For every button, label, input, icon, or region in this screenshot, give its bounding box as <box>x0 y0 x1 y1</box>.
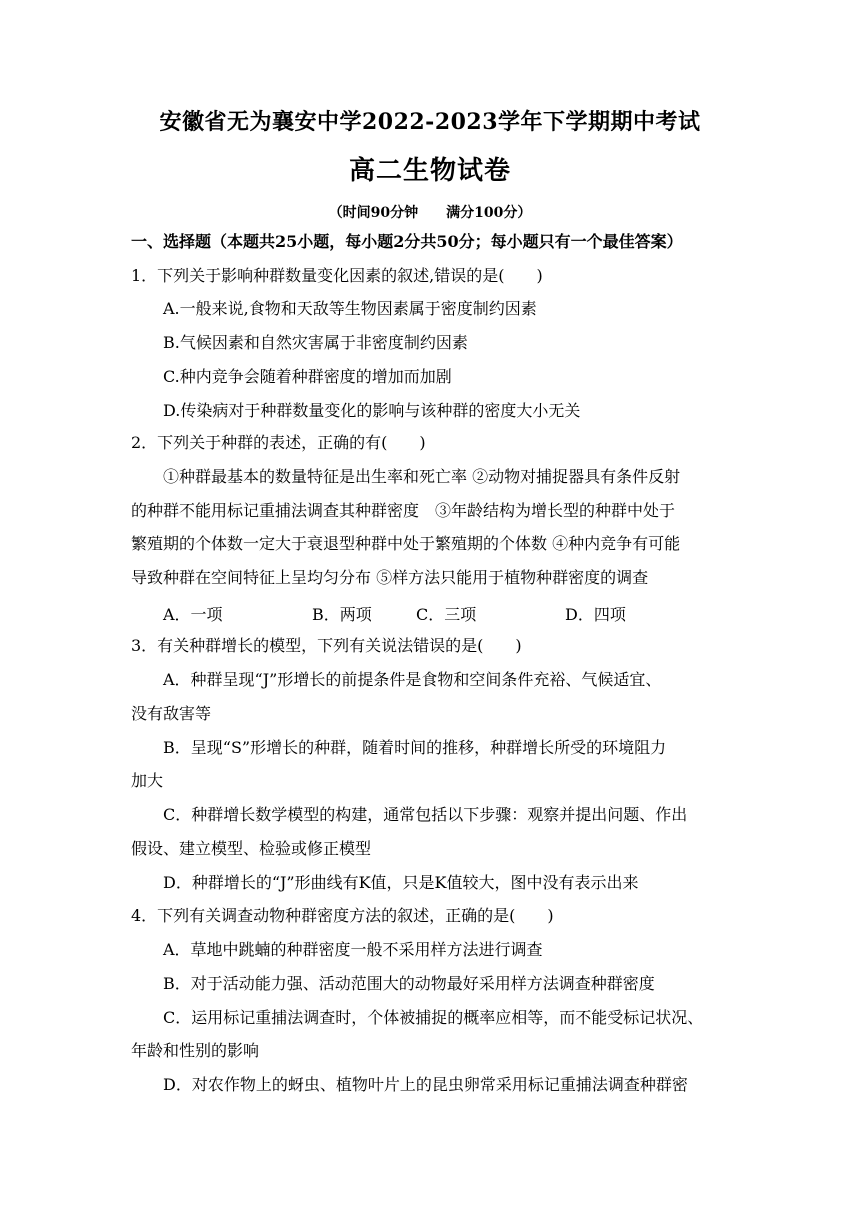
q2-option-d: D．四项 <box>565 605 626 624</box>
q2-statement-line: 导致种群在空间特征上呈均匀分布 ⑤样方法只能用于植物种群密度的调查 <box>131 568 649 587</box>
q4-option-c-cont: 年龄和性别的影响 <box>131 1041 260 1060</box>
exam-subject: 高二生物试卷 <box>348 156 511 186</box>
q4-option-b: B．对于活动能力强、活动范围大的动物最好采用样方法调查种群密度 <box>163 974 655 993</box>
exam-info: （时间90分钟 满分100分） <box>328 205 532 221</box>
section-heading: 一、选择题（本题共25小题，每小题2分共50分；每小题只有一个最佳答案） <box>131 232 683 251</box>
q3-option-c: C．种群增长数学模型的构建，通常包括以下步骤：观察并提出问题、作出 <box>163 805 688 824</box>
q1-stem: 1．下列关于影响种群数量变化因素的叙述,错误的是( ) <box>131 266 543 285</box>
q4-option-c: C．运用标记重捕法调查时，个体被捕捉的概率应相等，而不能受标记状况、 <box>163 1008 704 1027</box>
q2-stem: 2．下列关于种群的表述，正确的有( ) <box>131 433 426 452</box>
q4-option-a: A．草地中跳蝻的种群密度一般不采用样方法进行调查 <box>163 940 543 959</box>
q3-option-a: A．种群呈现“J”形增长的前提条件是食物和空间条件充裕、气候适宜、 <box>163 670 662 689</box>
q1-option-b: B.气候因素和自然灾害属于非密度制约因素 <box>163 333 468 352</box>
q3-option-b-cont: 加大 <box>131 771 164 790</box>
q2-option-b: B．两项 <box>312 605 372 624</box>
q3-option-b: B．呈现“S”形增长的种群，随着时间的推移，种群增长所受的环境阻力 <box>163 738 667 757</box>
q4-stem: 4．下列有关调查动物种群密度方法的叙述，正确的是( ) <box>131 906 554 925</box>
q3-option-a-cont: 没有敌害等 <box>131 704 212 723</box>
q2-statement-line: ①种群最基本的数量特征是出生率和死亡率 ②动物对捕捉器具有条件反射 <box>163 467 681 486</box>
q2-statement-line: 繁殖期的个体数一定大于衰退型种群中处于繁殖期的个体数 ④种内竞争有可能 <box>131 534 681 553</box>
q3-stem: 3．有关种群增长的模型，下列有关说法错误的是( ) <box>131 636 522 655</box>
q2-option-c: C．三项 <box>416 605 477 624</box>
exam-title: 安徽省无为襄安中学2022-2023学年下学期期中考试 <box>159 109 701 135</box>
q3-option-c-cont: 假设、建立模型、检验或修正模型 <box>131 839 372 858</box>
q2-option-a: A．一项 <box>163 605 223 624</box>
q1-option-c: C.种内竞争会随着种群密度的增加而加剧 <box>163 367 452 386</box>
q1-option-a: A.一般来说,食物和天敌等生物因素属于密度制约因素 <box>163 299 537 318</box>
q4-option-d: D．对农作物上的蚜虫、植物叶片上的昆虫卵常采用标记重捕法调查种群密 <box>163 1075 688 1094</box>
q1-option-d: D.传染病对于种群数量变化的影响与该种群的密度大小无关 <box>163 401 581 420</box>
q3-option-d: D．种群增长的“J”形曲线有K值，只是K值较大，图中没有表示出来 <box>163 873 639 892</box>
q2-statement-line: 的种群不能用标记重捕法调查其种群密度 ③年龄结构为增长型的种群中处于 <box>131 501 676 520</box>
